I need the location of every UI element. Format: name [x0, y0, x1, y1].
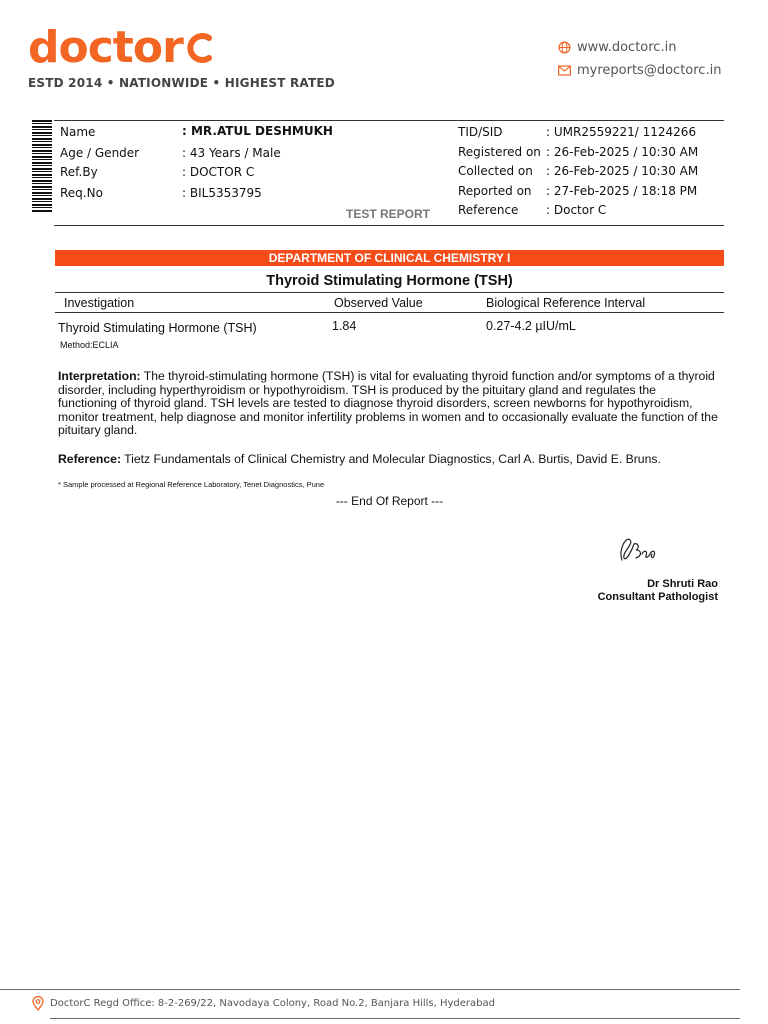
age-gender-label: Age / Gender: [60, 146, 140, 160]
email-link[interactable]: myreports@doctorc.in: [577, 63, 722, 78]
reference-citation-text: Tietz Fundamentals of Clinical Chemistry and Molecular Diagnostics, Carl A. Burtis, David E. Bruns.: [121, 452, 661, 466]
website-contact[interactable]: [558, 40, 676, 55]
column-header-observed-value: Observed Value: [334, 296, 423, 310]
logo-text: doctor: [28, 22, 183, 73]
investigation-name: Thyroid Stimulating Hormone (TSH): [58, 321, 257, 335]
table-header-rule: [55, 312, 724, 313]
collected-label: Collected on: [458, 164, 533, 178]
footer: [32, 996, 495, 1011]
test-report-label: TEST REPORT: [346, 207, 431, 221]
reported-value: : 27-Feb-2025 / 18:18 PM: [546, 184, 698, 198]
registered-value: : 26-Feb-2025 / 10:30 AM: [546, 145, 699, 159]
name-label: Name: [60, 125, 96, 139]
reference-paragraph: [58, 453, 718, 467]
reqno-label: Req.No: [60, 186, 103, 200]
barcode: [32, 120, 52, 212]
location-pin-icon: [32, 996, 44, 1011]
department-banner: DEPARTMENT OF CLINICAL CHEMISTRY I: [55, 250, 724, 266]
name-value: : MR.ATUL DESHMUKH: [182, 124, 333, 138]
sample-note: * Sample processed at Regional Reference Laboratory, Tenet Diagnostics, Pune: [58, 480, 325, 489]
tid-value: : UMR2559221/ 1124266: [546, 125, 697, 139]
column-header-reference-interval: Biological Reference Interval: [486, 296, 646, 310]
column-header-investigation: Investigation: [64, 296, 135, 310]
interpretation-text: The thyroid-stimulating hormone (TSH) is vital for evaluating thyroid function and/or symptoms of a thyroid disorder, including hyperthyroidism or hypothyroidism. TSH is produced by the pituitary gland and regulates the functioning of thyroid gland. TSH levels are tested to diagnose thyroid disorders, screen newborns for hypothyroidism, monitor treatment, help diagnose and monitor infertility problems in women and to occasionally evaluate the function of the pituitary gland.: [58, 369, 718, 438]
reference-citation-label: Reference:: [58, 452, 121, 466]
reference-value: : Doctor C: [546, 203, 607, 217]
test-title: Thyroid Stimulating Hormone (TSH): [266, 273, 513, 289]
refby-value: : DOCTOR C: [182, 165, 255, 179]
refby-label: Ref.By: [60, 165, 98, 179]
footer-bottom-rule: [50, 1018, 740, 1019]
end-of-report: --- End Of Report ---: [335, 494, 444, 508]
pathologist-name: Dr Shruti Rao: [647, 578, 718, 590]
brand-tagline: ESTD 2014 • NATIONWIDE • HIGHEST RATED: [28, 76, 335, 90]
reported-label: Reported on: [458, 184, 532, 198]
footer-address: DoctorC Regd Office: 8-2-269/22, Navodaya Colony, Road No.2, Banjara Hills, Hyderabad: [50, 998, 495, 1009]
test-method: Method:ECLIA: [60, 340, 119, 350]
signature-image: [612, 530, 660, 566]
age-gender-value: : 43 Years / Male: [182, 146, 281, 160]
reqno-value: : BIL5353795: [182, 186, 262, 200]
interpretation-label: Interpretation:: [58, 369, 141, 383]
registered-label: Registered on: [458, 145, 541, 159]
reference-label: Reference: [458, 203, 519, 217]
tid-label: TID/SID: [458, 125, 503, 139]
table-top-rule: [55, 292, 724, 293]
pathologist-title: Consultant Pathologist: [597, 591, 718, 603]
mail-icon: [558, 65, 571, 76]
website-link[interactable]: www.doctorc.in: [577, 40, 677, 55]
logo-c-mark: [185, 28, 215, 66]
collected-value: : 26-Feb-2025 / 10:30 AM: [546, 164, 699, 178]
globe-icon: [558, 41, 571, 54]
interpretation-paragraph: [58, 370, 718, 438]
observed-value: 1.84: [332, 319, 357, 333]
footer-top-rule: [0, 989, 740, 990]
email-contact[interactable]: [558, 63, 721, 78]
brand-logo: [28, 24, 215, 72]
reference-interval: 0.27-4.2 µIU/mL: [486, 319, 576, 333]
